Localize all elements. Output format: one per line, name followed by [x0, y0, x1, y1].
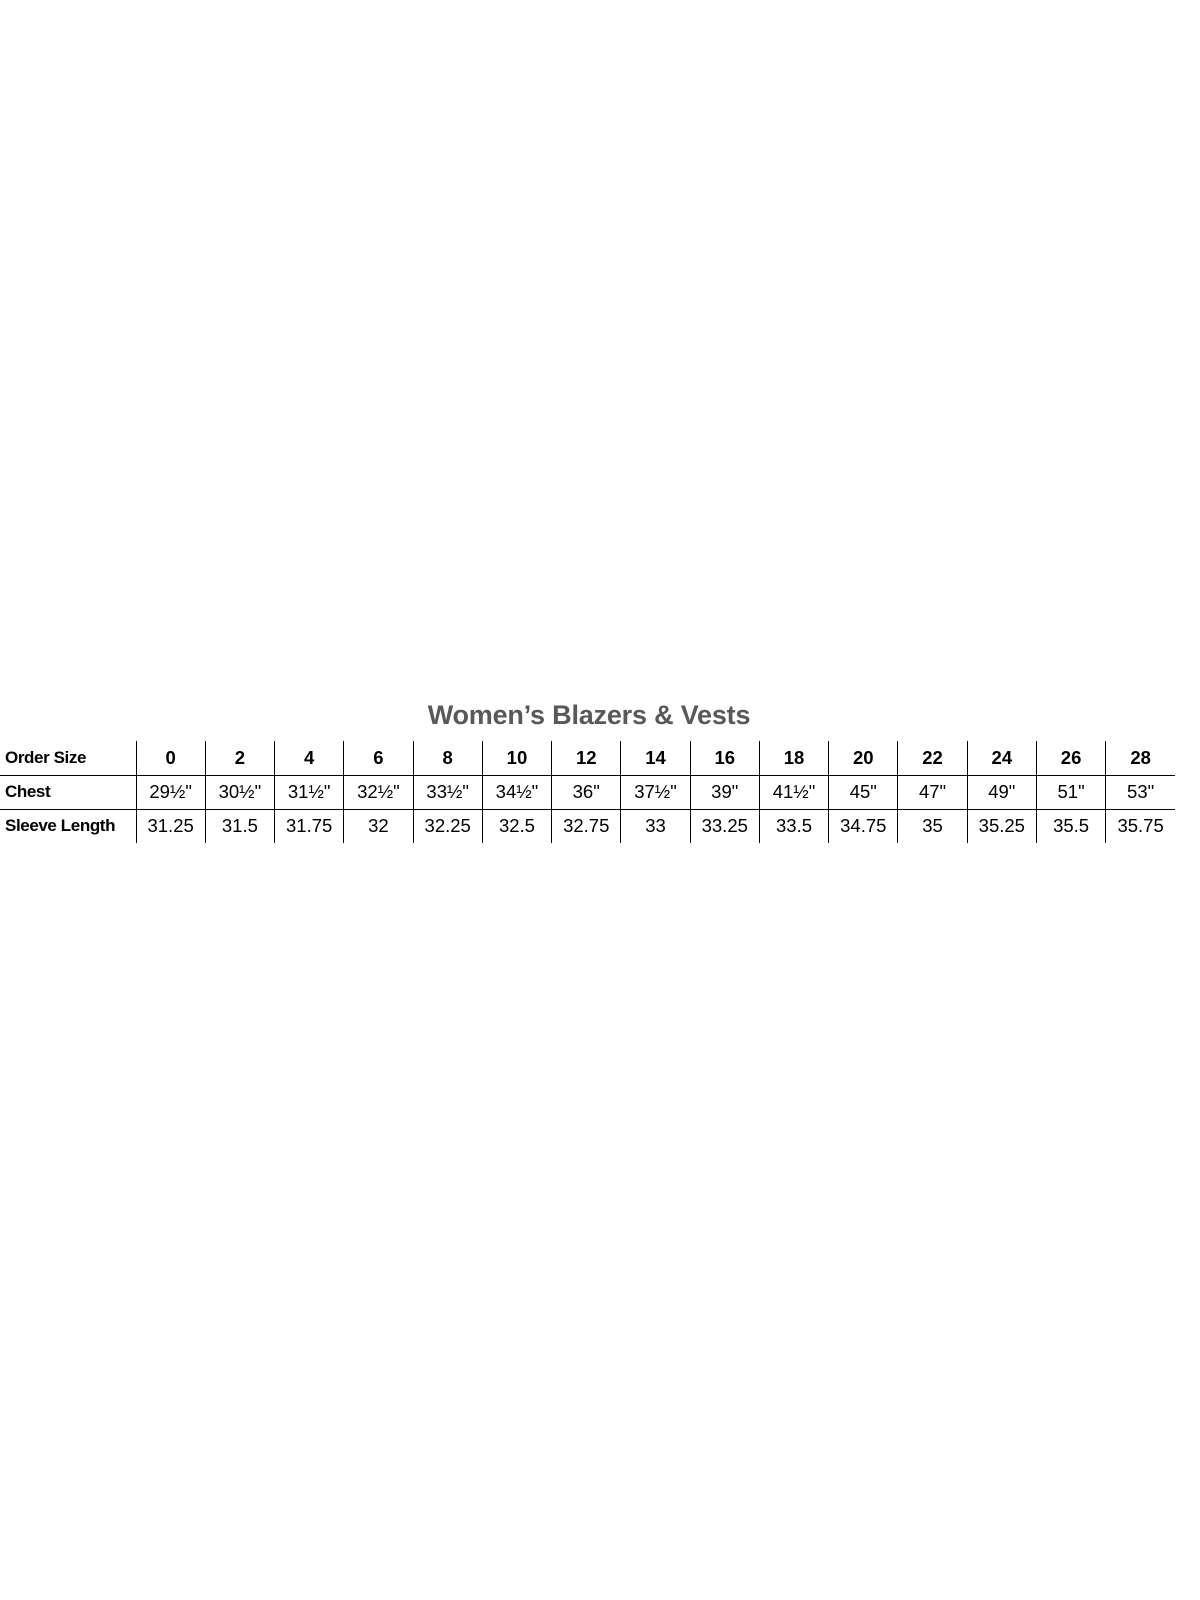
measurement-cell: 30½": [205, 775, 274, 809]
measurement-cell: 33: [621, 809, 690, 843]
measurement-cell: 39": [690, 775, 759, 809]
measurement-cell: 32.25: [413, 809, 482, 843]
table-row: [0, 775, 1175, 809]
chart-title: Women’s Blazers & Vests: [427, 700, 751, 730]
measurement-cell: 36": [552, 775, 621, 809]
size-cell: 0: [136, 741, 205, 775]
measurement-cell: 35.75: [1106, 809, 1175, 843]
table-row: [0, 809, 1175, 843]
measurement-cell: 32.75: [552, 809, 621, 843]
size-cell: 4: [275, 741, 344, 775]
size-chart-table: [0, 741, 1175, 843]
measurement-cell: 35: [898, 809, 967, 843]
measurement-cell: 53": [1106, 775, 1175, 809]
size-cell: 24: [967, 741, 1036, 775]
table-header: [0, 741, 1175, 775]
table-row-sizes: [0, 741, 1175, 775]
size-cell: 26: [1036, 741, 1105, 775]
row-label-chest: Chest: [0, 775, 136, 809]
size-cell: 20: [829, 741, 898, 775]
size-cell: 12: [552, 741, 621, 775]
measurement-cell: 33.5: [759, 809, 828, 843]
table-body: [0, 775, 1175, 843]
measurement-cell: 37½": [621, 775, 690, 809]
size-cell: 2: [205, 741, 274, 775]
measurement-cell: 33.25: [690, 809, 759, 843]
measurement-cell: 31.25: [136, 809, 205, 843]
size-cell: 10: [482, 741, 551, 775]
measurement-cell: 45": [829, 775, 898, 809]
measurement-cell: 35.5: [1036, 809, 1105, 843]
measurement-cell: 34.75: [829, 809, 898, 843]
measurement-cell: 29½": [136, 775, 205, 809]
measurement-cell: 35.25: [967, 809, 1036, 843]
measurement-cell: 47": [898, 775, 967, 809]
measurement-cell: 32.5: [482, 809, 551, 843]
measurement-cell: 31½": [275, 775, 344, 809]
row-label-sleeve-length: Sleeve Length: [0, 809, 136, 843]
measurement-cell: 32½": [344, 775, 413, 809]
size-cell: 6: [344, 741, 413, 775]
measurement-cell: 34½": [482, 775, 551, 809]
size-cell: 16: [690, 741, 759, 775]
measurement-cell: 33½": [413, 775, 482, 809]
size-cell: 18: [759, 741, 828, 775]
measurement-cell: 31.75: [275, 809, 344, 843]
size-cell: 8: [413, 741, 482, 775]
measurement-cell: 31.5: [205, 809, 274, 843]
measurement-cell: 51": [1036, 775, 1105, 809]
measurement-cell: 32: [344, 809, 413, 843]
size-cell: 22: [898, 741, 967, 775]
column-header-order-size: Order Size: [0, 741, 136, 775]
size-chart: [0, 700, 1200, 843]
measurement-cell: 41½": [759, 775, 828, 809]
size-cell: 14: [621, 741, 690, 775]
measurement-cell: 49": [967, 775, 1036, 809]
size-cell: 28: [1106, 741, 1175, 775]
